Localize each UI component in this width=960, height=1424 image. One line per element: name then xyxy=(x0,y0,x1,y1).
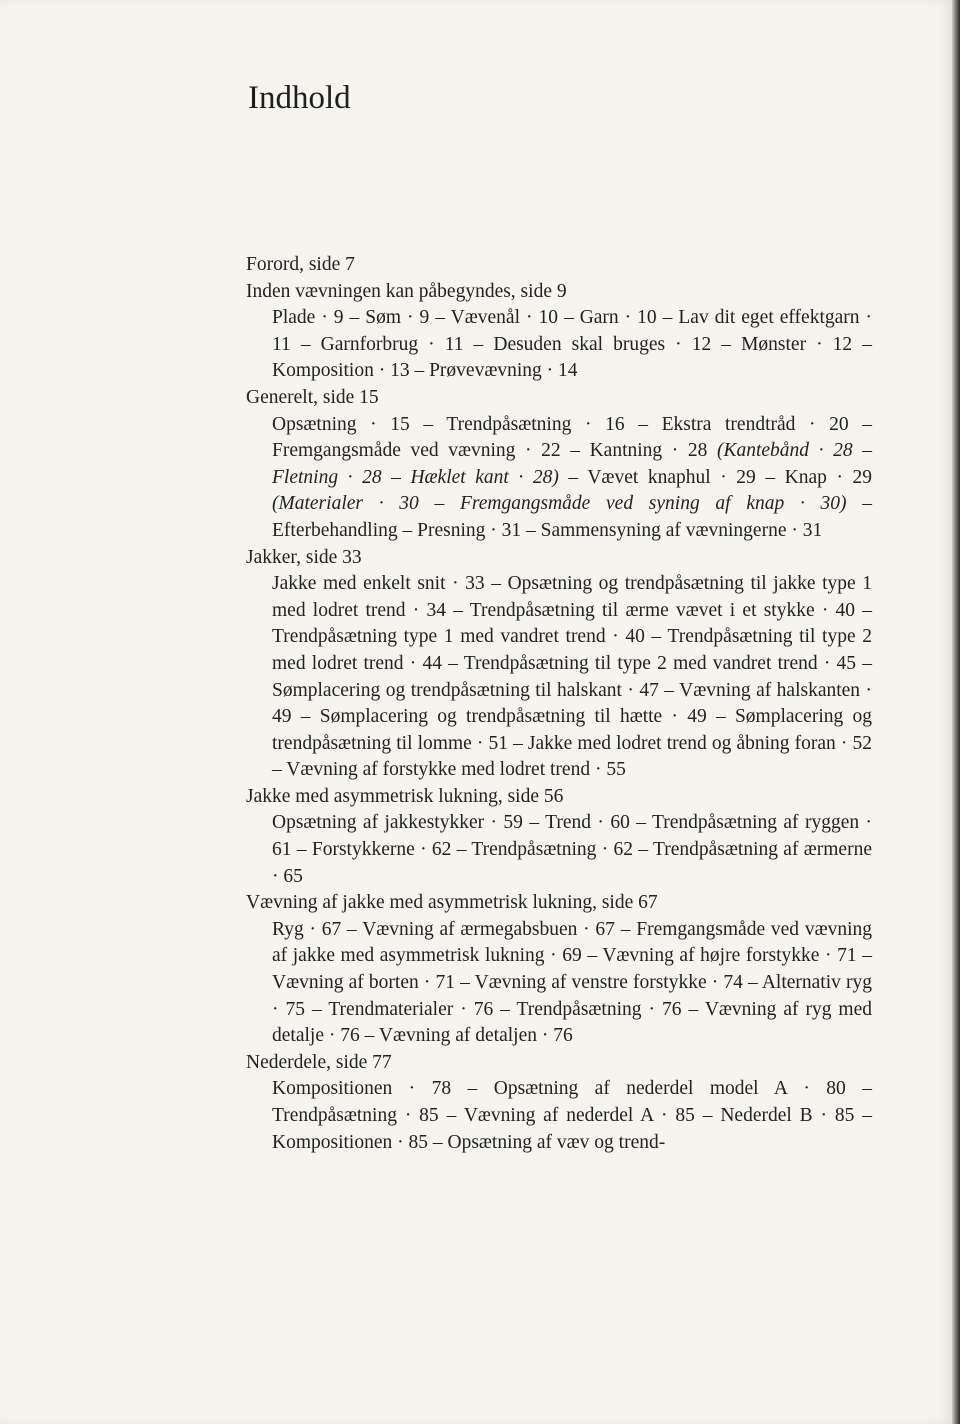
toc-heading: Nederdele, side 77 xyxy=(246,1051,392,1073)
toc-detail: Plade · 9 – Søm · 9 – Vævenål · 10 – Garn · 10 – Lav dit eget effektgarn · 11 – Garnforbrug · 11 – Desuden skal bruges · 12 – Mønster · 12 – Komposition · 13 – Prøvevævning · 14 xyxy=(272,307,872,382)
toc-heading: Jakker, side 33 xyxy=(246,546,362,568)
toc-detail: Opsætning af jakkestykker · 59 – Trend · 60 – Trendpåsætning af ryggen · 61 – Forstykkerne · 62 – Trendpåsætning · 62 – Trendpåsætning af ærmerne · 65 xyxy=(272,812,872,887)
toc-entry-jakker xyxy=(246,545,872,784)
toc-entry-vaevning-jakke xyxy=(246,890,872,1050)
table-of-contents xyxy=(246,252,872,1156)
page-edge-shadow xyxy=(952,0,960,1424)
page-title: Indhold xyxy=(248,80,351,116)
toc-heading: Generelt, side 15 xyxy=(246,386,379,408)
toc-entry-generelt xyxy=(246,385,872,545)
toc-entry-inden-vaevningen xyxy=(246,279,872,385)
toc-detail-part: – Efterbehandling – Presning · 31 – Sammensyning af vævningerne · 31 xyxy=(272,493,872,541)
toc-detail: Kompositionen · 78 – Opsætning af nederdel model A · 80 – Trendpåsætning · 85 – Vævning af nederdel A · 85 – Nederdel B · 85 – Kompositionen · 85 – Opsætning af væv og trend- xyxy=(272,1078,872,1153)
toc-heading: Inden vævningen kan påbegyndes, side 9 xyxy=(246,280,567,302)
toc-detail: Ryg · 67 – Vævning af ærmegabsbuen · 67 – Fremgangsmåde ved vævning af jakke med asymmetrisk lukning · 69 – Vævning af højre forstykke · 71 – Vævning af borten · 71 – Vævning af venstre forstykke · 74 – Alternativ ryg · 75 – Trendmaterialer · 76 – Trendpåsætning · 76 – Vævning af ryg med detalje · 76 – Vævning af detaljen · 76 xyxy=(272,918,872,1047)
toc-entry-forord xyxy=(246,252,872,279)
toc-heading: Jakke med asymmetrisk lukning, side 56 xyxy=(246,785,564,807)
toc-entry-jakke-asymmetrisk xyxy=(246,784,872,890)
toc-heading: Forord, side 7 xyxy=(246,254,355,275)
toc-detail-part: Opsætning · 15 – Trendpåsætning · 16 – Ekstra trendtråd · 20 – Fremgangsmåde ved vævning · 22 – Kantning · 28 xyxy=(272,413,872,462)
toc-detail xyxy=(272,412,872,545)
toc-detail: Jakke med enkelt snit · 33 – Opsætning og trendpåsætning til jakke type 1 med lodret trend · 34 – Trendpåsætning til ærme vævet i et stykke · 40 – Trendpåsætning type 1 med vandret trend · 40 – Trendpåsætning til type 2 med lodret trend · 44 – Trendpåsætning til type 2 med vandret trend · 45 – Sømplacering og trendpåsætning til halskant · 47 – Vævning af halskanten · 49 – Sømplacering og trendpåsætning til hætte · 49 – Sømplacering og trendpåsætning til lomme · 51 – Jakke med lodret trend og åbning foran · 52 – Vævning af forstykke med lodret trend · 55 xyxy=(272,573,872,781)
toc-detail-part: – Vævet knaphul · 29 – Knap · 29 xyxy=(558,466,873,488)
toc-detail-italic: (Materialer · 30 – Fremgangsmåde ved syning af knap · 30) xyxy=(272,493,847,515)
toc-entry-nederdele xyxy=(246,1050,872,1156)
toc-heading: Vævning af jakke med asymmetrisk lukning, side 67 xyxy=(246,892,658,914)
toc-detail-italic: (Kantebånd · 28 – Fletning · 28 – Hæklet kant · 28) xyxy=(272,440,872,488)
